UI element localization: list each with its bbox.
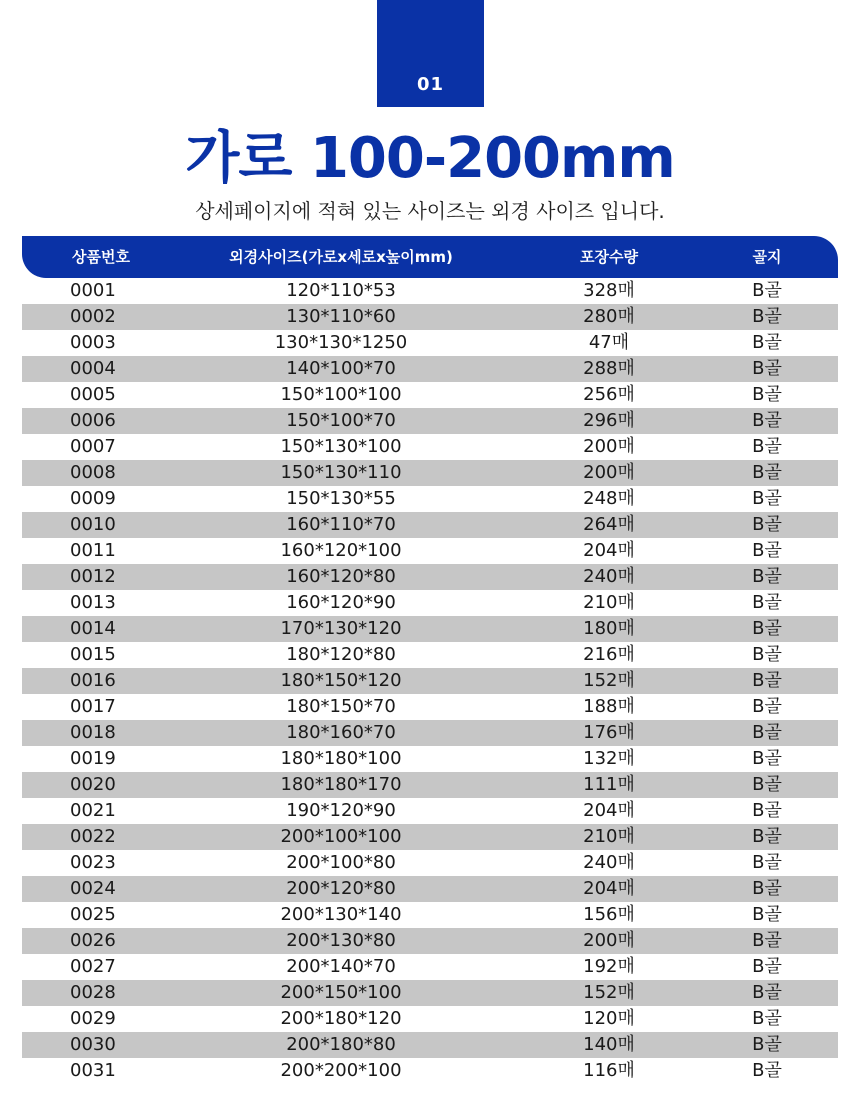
- cell-corrugation-text: B골: [752, 410, 782, 431]
- cell-corrugation-text: B골: [752, 358, 782, 379]
- cell-product-number: 0007: [70, 436, 116, 457]
- cell-corrugation-text: B골: [752, 436, 782, 457]
- cell-outer-size-text: 150*100*70: [286, 410, 396, 431]
- cell-package-quantity-text: 288매: [583, 358, 635, 379]
- cell-corrugation-text: B골: [752, 1008, 782, 1029]
- table-row: [22, 954, 838, 980]
- cell-outer-size-text: 200*130*140: [280, 904, 402, 925]
- cell-outer-size-text: 140*100*70: [286, 358, 396, 379]
- cell-outer-size-text: 200*180*120: [280, 1008, 402, 1029]
- cell-outer-size-text: 130*110*60: [286, 306, 396, 327]
- cell-corrugation-text: B골: [752, 540, 782, 561]
- cell-corrugation-text: B골: [752, 592, 782, 613]
- cell-package-quantity-text: 210매: [583, 592, 635, 613]
- cell-corrugation-text: B골: [752, 956, 782, 977]
- cell-corrugation-text: B골: [752, 384, 782, 405]
- cell-package-quantity-text: 176매: [583, 722, 635, 743]
- section-number-badge: [377, 0, 484, 107]
- table-row: [22, 876, 838, 902]
- header-package-quantity-label: 포장수량: [580, 248, 638, 266]
- table-row: [22, 460, 838, 486]
- cell-product-number: 0018: [70, 722, 116, 743]
- cell-corrugation-text: B골: [752, 462, 782, 483]
- table-row: [22, 928, 838, 954]
- page-title: 가로 100-200mm: [185, 126, 675, 191]
- cell-package-quantity-text: 152매: [583, 670, 635, 691]
- cell-package-quantity-text: 248매: [583, 488, 635, 509]
- cell-product-number: 0005: [70, 384, 116, 405]
- cell-package-quantity-text: 204매: [583, 800, 635, 821]
- cell-corrugation-text: B골: [752, 514, 782, 535]
- cell-package-quantity-text: 120매: [583, 1008, 635, 1029]
- cell-product-number: 0028: [70, 982, 116, 1003]
- table-row: [22, 304, 838, 330]
- cell-package-quantity-text: 188매: [583, 696, 635, 717]
- table-row: [22, 434, 838, 460]
- cell-product-number: 0001: [70, 280, 116, 301]
- table-row: [22, 720, 838, 746]
- cell-corrugation-text: B골: [752, 1060, 782, 1081]
- cell-product-number: 0002: [70, 306, 116, 327]
- cell-outer-size-text: 200*150*100: [280, 982, 402, 1003]
- table-row: [22, 408, 838, 434]
- cell-package-quantity-text: 111매: [583, 774, 635, 795]
- cell-outer-size-text: 200*100*100: [280, 826, 402, 847]
- cell-product-number: 0019: [70, 748, 116, 769]
- cell-corrugation-text: B골: [752, 878, 782, 899]
- cell-package-quantity-text: 240매: [583, 566, 635, 587]
- header-product-number: 상품번호: [72, 248, 130, 266]
- cell-corrugation-text: B골: [752, 488, 782, 509]
- cell-package-quantity-text: 204매: [583, 540, 635, 561]
- cell-product-number: 0017: [70, 696, 116, 717]
- cell-outer-size-text: 150*130*55: [286, 488, 396, 509]
- cell-product-number: 0003: [70, 332, 116, 353]
- table-row: [22, 980, 838, 1006]
- table-row: [22, 1006, 838, 1032]
- cell-outer-size-text: 180*120*80: [286, 644, 396, 665]
- table-row: [22, 512, 838, 538]
- table-row: [22, 538, 838, 564]
- cell-package-quantity-text: 256매: [583, 384, 635, 405]
- cell-corrugation-text: B골: [752, 852, 782, 873]
- cell-outer-size-text: 200*100*80: [286, 852, 396, 873]
- cell-product-number: 0004: [70, 358, 116, 379]
- cell-product-number: 0011: [70, 540, 116, 561]
- cell-product-number: 0024: [70, 878, 116, 899]
- cell-outer-size-text: 170*130*120: [280, 618, 402, 639]
- cell-product-number: 0006: [70, 410, 116, 431]
- table-row: [22, 850, 838, 876]
- cell-outer-size-text: 160*120*80: [286, 566, 396, 587]
- cell-package-quantity-text: 240매: [583, 852, 635, 873]
- table-row: [22, 642, 838, 668]
- cell-package-quantity-text: 296매: [583, 410, 635, 431]
- cell-corrugation-text: B골: [752, 748, 782, 769]
- table-row: [22, 746, 838, 772]
- cell-product-number: 0025: [70, 904, 116, 925]
- table-row: [22, 486, 838, 512]
- cell-package-quantity-text: 47매: [588, 332, 630, 353]
- cell-product-number: 0026: [70, 930, 116, 951]
- cell-outer-size-text: 150*100*100: [280, 384, 402, 405]
- cell-package-quantity-text: 200매: [583, 930, 635, 951]
- cell-outer-size-text: 150*130*100: [280, 436, 402, 457]
- cell-product-number: 0009: [70, 488, 116, 509]
- cell-product-number: 0010: [70, 514, 116, 535]
- table-row: [22, 564, 838, 590]
- cell-corrugation-text: B골: [752, 644, 782, 665]
- cell-package-quantity-text: 216매: [583, 644, 635, 665]
- cell-outer-size-text: 200*140*70: [286, 956, 396, 977]
- cell-package-quantity-text: 132매: [583, 748, 635, 769]
- cell-outer-size-text: 180*180*100: [280, 748, 402, 769]
- cell-corrugation-text: B골: [752, 696, 782, 717]
- cell-corrugation-text: B골: [752, 306, 782, 327]
- header-corrugation-label: 골지: [752, 248, 782, 266]
- cell-corrugation-text: B골: [752, 1034, 782, 1055]
- cell-corrugation-text: B골: [752, 800, 782, 821]
- table-header: [22, 236, 838, 278]
- table-row: [22, 798, 838, 824]
- table-row: [22, 278, 838, 304]
- cell-product-number: 0012: [70, 566, 116, 587]
- cell-outer-size-text: 180*160*70: [286, 722, 396, 743]
- cell-product-number: 0023: [70, 852, 116, 873]
- cell-product-number: 0030: [70, 1034, 116, 1055]
- cell-outer-size-text: 160*120*100: [280, 540, 402, 561]
- cell-corrugation-text: B골: [752, 566, 782, 587]
- cell-outer-size-text: 200*200*100: [280, 1060, 402, 1081]
- cell-package-quantity-text: 140매: [583, 1034, 635, 1055]
- cell-corrugation-text: B골: [752, 930, 782, 951]
- table-row: [22, 616, 838, 642]
- table-row: [22, 694, 838, 720]
- cell-corrugation-text: B골: [752, 722, 782, 743]
- cell-package-quantity-text: 152매: [583, 982, 635, 1003]
- cell-corrugation-text: B골: [752, 670, 782, 691]
- cell-product-number: 0008: [70, 462, 116, 483]
- cell-product-number: 0031: [70, 1060, 116, 1081]
- cell-corrugation-text: B골: [752, 826, 782, 847]
- cell-corrugation-text: B골: [752, 280, 782, 301]
- cell-outer-size-text: 130*130*1250: [274, 332, 408, 353]
- table-row: [22, 590, 838, 616]
- cell-package-quantity-text: 204매: [583, 878, 635, 899]
- section-number: 01: [416, 74, 445, 95]
- cell-product-number: 0027: [70, 956, 116, 977]
- table-row: [22, 668, 838, 694]
- cell-package-quantity-text: 200매: [583, 436, 635, 457]
- cell-product-number: 0015: [70, 644, 116, 665]
- table-row: [22, 1032, 838, 1058]
- cell-outer-size-text: 160*110*70: [286, 514, 396, 535]
- cell-outer-size-text: 200*120*80: [286, 878, 396, 899]
- cell-corrugation-text: B골: [752, 982, 782, 1003]
- cell-corrugation-text: B골: [752, 904, 782, 925]
- table-row: [22, 330, 838, 356]
- cell-product-number: 0013: [70, 592, 116, 613]
- cell-package-quantity-text: 156매: [583, 904, 635, 925]
- cell-package-quantity-text: 192매: [583, 956, 635, 977]
- cell-package-quantity-text: 328매: [583, 280, 635, 301]
- table-row: [22, 1058, 838, 1084]
- cell-outer-size-text: 190*120*90: [286, 800, 396, 821]
- cell-product-number: 0014: [70, 618, 116, 639]
- cell-corrugation-text: B골: [752, 774, 782, 795]
- cell-package-quantity-text: 280매: [583, 306, 635, 327]
- cell-outer-size-text: 120*110*53: [286, 280, 396, 301]
- cell-product-number: 0029: [70, 1008, 116, 1029]
- cell-corrugation-text: B골: [752, 332, 782, 353]
- cell-product-number: 0022: [70, 826, 116, 847]
- cell-outer-size-text: 180*150*120: [280, 670, 402, 691]
- cell-package-quantity-text: 180매: [583, 618, 635, 639]
- table-row: [22, 356, 838, 382]
- table-row: [22, 824, 838, 850]
- cell-package-quantity-text: 116매: [583, 1060, 635, 1081]
- cell-package-quantity-text: 200매: [583, 462, 635, 483]
- page-subtitle: 상세페이지에 적혀 있는 사이즈는 외경 사이즈 입니다.: [195, 199, 665, 223]
- cell-product-number: 0020: [70, 774, 116, 795]
- cell-outer-size-text: 180*150*70: [286, 696, 396, 717]
- cell-outer-size-text: 150*130*110: [280, 462, 402, 483]
- cell-product-number: 0021: [70, 800, 116, 821]
- cell-outer-size-text: 160*120*90: [286, 592, 396, 613]
- cell-outer-size-text: 180*180*170: [280, 774, 402, 795]
- cell-product-number: 0016: [70, 670, 116, 691]
- table-row: [22, 382, 838, 408]
- cell-corrugation-text: B골: [752, 618, 782, 639]
- cell-outer-size-text: 200*180*80: [286, 1034, 396, 1055]
- cell-package-quantity-text: 210매: [583, 826, 635, 847]
- cell-package-quantity-text: 264매: [583, 514, 635, 535]
- table-row: [22, 902, 838, 928]
- table-row: [22, 772, 838, 798]
- cell-outer-size-text: 200*130*80: [286, 930, 396, 951]
- product-table-body: [22, 278, 838, 1084]
- header-outer-size-label: 외경사이즈(가로x세로x높이mm): [229, 248, 453, 266]
